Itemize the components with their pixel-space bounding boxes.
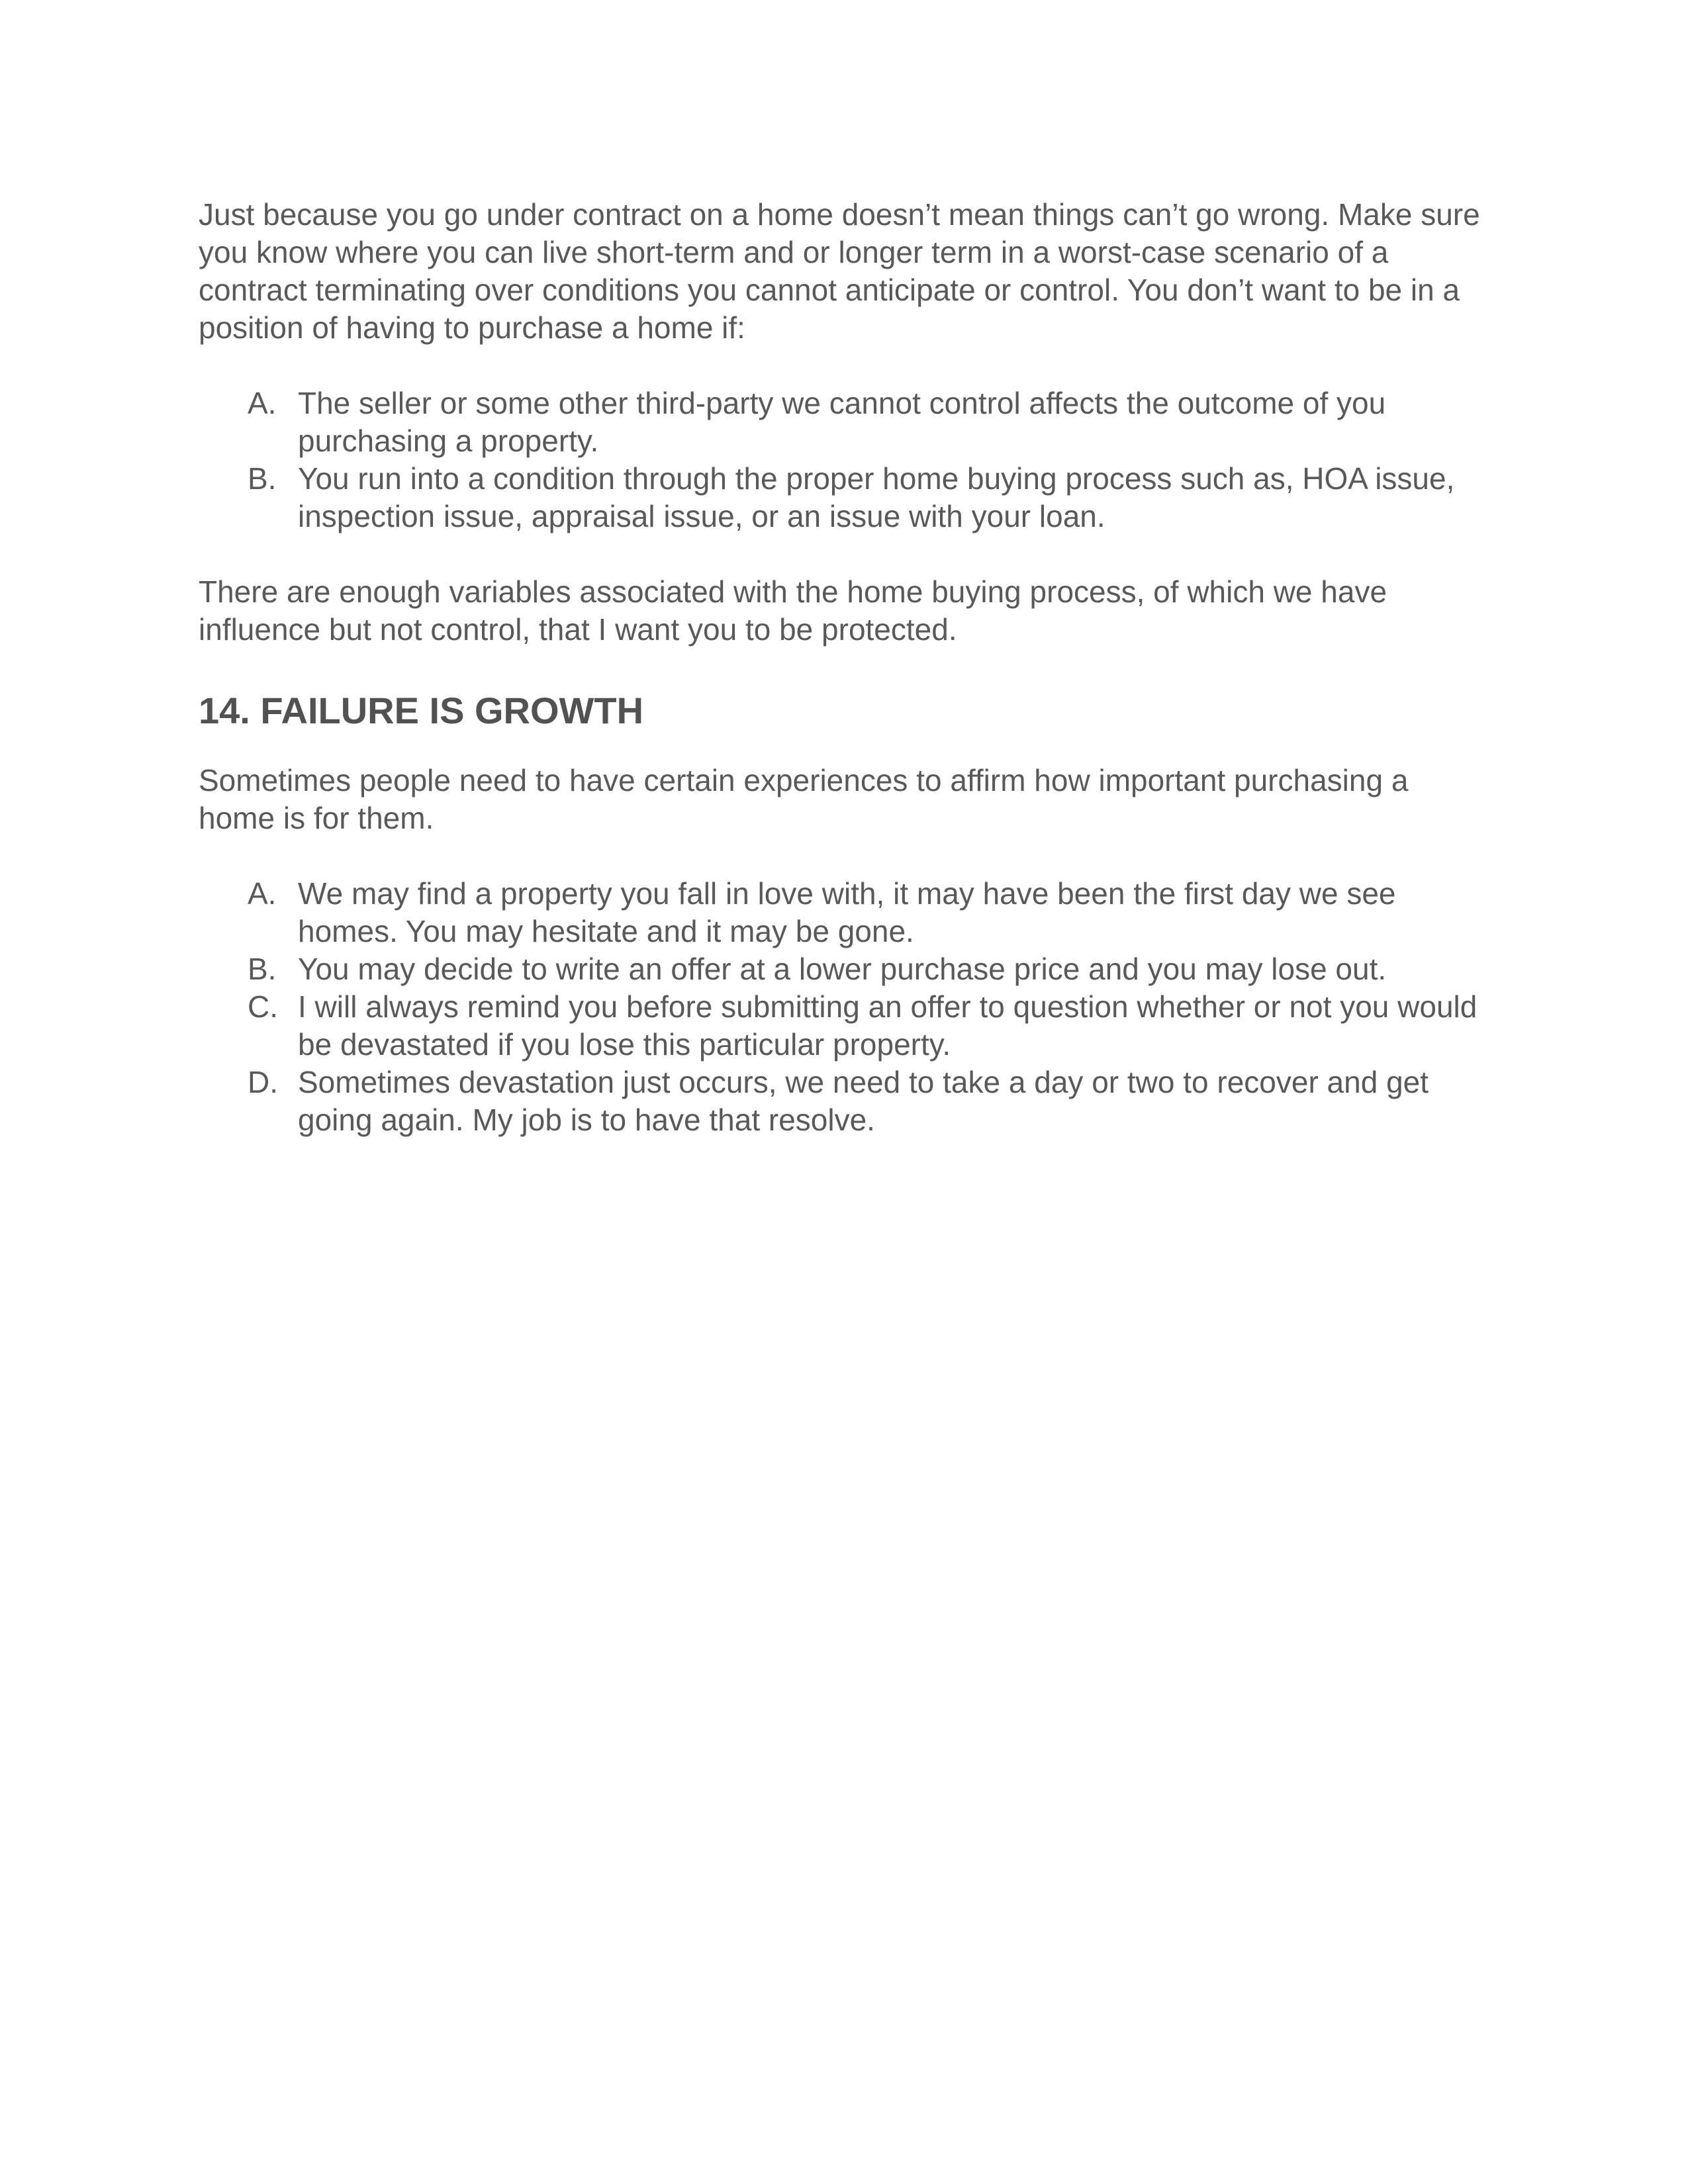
list-item xyxy=(199,1064,1489,1139)
list-item xyxy=(199,460,1489,535)
list-item xyxy=(199,875,1489,950)
failure-list xyxy=(199,875,1489,1139)
list-item xyxy=(199,385,1489,460)
list-marker: A. xyxy=(248,876,277,911)
list-item xyxy=(199,988,1489,1064)
list-item-text: You run into a condition through the proper home buying process such as, HOA issue, inspection issue, appraisal issue, or an issue with your loan. xyxy=(298,461,1455,533)
protection-paragraph: There are enough variables associated with the home buying process, of which we have influence but not control, that I want you to be protected. xyxy=(199,574,1387,647)
list-item-text: We may find a property you fall in love with, it may have been the first day we see homes. You may hesitate and it may be gone. xyxy=(298,876,1396,948)
list-item-text: I will always remind you before submitting an offer to question whether or not you would be devastated if you lose this particular property. xyxy=(298,989,1477,1062)
list-item-text: The seller or some other third-party we cannot control affects the outcome of you purchasing a property. xyxy=(298,386,1386,458)
list-marker: D. xyxy=(248,1065,278,1099)
document-page xyxy=(199,196,1489,1139)
conditions-list xyxy=(199,385,1489,535)
section-heading: 14. FAILURE IS GROWTH xyxy=(199,690,644,731)
section-intro-paragraph: Sometimes people need to have certain experiences to affirm how important purchasing a home is for them. xyxy=(199,763,1409,835)
list-item-text: Sometimes devastation just occurs, we need to take a day or two to recover and get going again. My job is to have that resolve. xyxy=(298,1065,1429,1137)
list-item xyxy=(199,950,1489,988)
list-marker: C. xyxy=(248,989,278,1024)
intro-paragraph: Just because you go under contract on a home doesn’t mean things can’t go wrong. Make sure you know where you can live short-term and or longer term in a worst-case scenario of a contract terminating over conditions you cannot anticipate or control. You don’t want to be in a position of having to purchase a home if: xyxy=(199,197,1480,345)
list-marker: B. xyxy=(248,461,277,496)
list-marker: A. xyxy=(248,386,277,420)
list-item-text: You may decide to write an offer at a lower purchase price and you may lose out. xyxy=(298,952,1387,986)
list-marker: B. xyxy=(248,952,277,986)
